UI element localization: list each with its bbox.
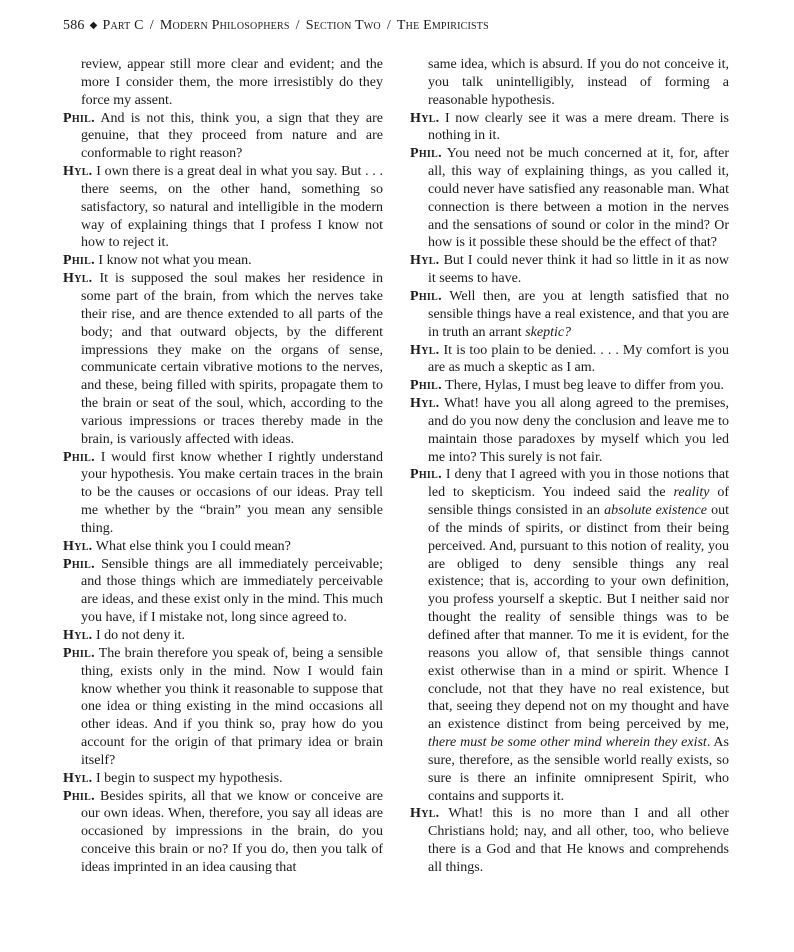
speech-text: out of the minds of spirits, or distinct from their being perceived. And, pursuant to this notion of reality, you are obliged to deny sensible things any real existence; that is, according to your own definition, you profess yourself a skeptic. But I neither said nor thought the reality of sensible things was to be defined after that manner. To me it is evident, for the reasons you allow of, that sensible things cannot exist otherwise than in a mind or spirit. Whence I conclude, not that they have no real existence, but that, seeing they depend not on my thought and have an existence distinct from being perceived by me, [428,503,729,733]
speaker-label: Hyl. [63,271,93,287]
speech-paragraph [63,538,383,556]
page-number: 586 [63,18,85,33]
speech-text: What! this is no more than I and all other Christians hold; nay, and all other, too, who believe there is a God and that He knows and comprehends all things. [428,806,729,875]
running-header [63,18,489,34]
speech-paragraph [63,270,383,448]
emphasis-text: skeptic? [525,324,572,340]
header-chapter: The Empiricists [396,18,489,33]
speech-text: Sensible things are all immediately perceivable; and those things which are immediately perceivable are ideas, and these exist only in the mind. This much you have, if I mistake not, long since agreed to. [81,556,384,626]
speech-text: . As sure, therefore, as the sensible world really exists, so sure is there an infinite omnipresent Spirit, who contains and supports it. [428,735,729,804]
speech-paragraph [63,163,383,252]
speech-paragraph [410,145,729,252]
speaker-label: Phil. [63,556,95,572]
speech-paragraph [410,342,729,378]
speech-paragraph [63,252,383,270]
speech-paragraph [410,395,729,466]
speech-text: What else think you I could mean? [95,538,291,554]
speech-text: And is not this, think you, a sign that they are genuine, that they proceed from nature and are conformable to right reason? [81,110,383,162]
speech-text: I do not deny it. [95,628,186,643]
separator: / [386,18,391,33]
speech-paragraph [63,556,383,627]
speech-paragraph [410,805,729,876]
speech-text: I would first know whether I rightly understand your hypothesis. You make certain traces in the brain to be the causes or occasions of our ideas. Pray tell me whether by the “brain” you mean any sensible thing. [81,449,383,536]
speech-text: I now clearly see it was a mere dream. There is nothing in it. [428,110,729,144]
speech-paragraph [63,627,383,645]
speaker-label: Hyl. [410,110,440,126]
emphasis-text: absolute existence [604,503,707,519]
left-column [63,56,383,877]
speech-text: review, appear still more clear and evident; and the more I consider them, the more irresistibly do they force my assent. [81,57,383,108]
speaker-label: Phil. [410,288,442,304]
speech-paragraph [63,770,383,788]
speaker-label: Phil. [410,467,442,483]
header-book: Modern Philosophers [159,18,290,33]
speech-paragraph [410,466,729,805]
speech-paragraph [63,788,383,877]
speech-text: I know not what you mean. [98,253,252,269]
speech-paragraph [63,110,383,164]
emphasis-text: there must be some other mind wherein they exist [428,735,707,751]
header-section: Section Two [305,18,381,33]
speech-text: What! have you all along agreed to the premises, and do you now deny the conclusion and leave me to maintain those paradoxes by myself which you led me into? This surely is not fair. [428,396,729,465]
speech-paragraph [63,449,383,538]
speaker-label: Phil. [63,645,95,661]
speaker-label: Hyl. [410,396,440,412]
separator: / [149,18,154,33]
speech-text: But I could never think it had so little in it as now it seems to have. [428,253,729,287]
speech-text: I own there is a great deal in what you say. But . . . there seems, on the other hand, something so satisfactory, so natural and intelligible in the modern way of explaining things that I profess I know not how to reject it. [81,164,384,251]
speech-text: There, Hylas, I must beg leave to differ from you. [445,378,725,394]
diamond-icon: ◆ [89,20,98,31]
speaker-label: Hyl. [63,770,93,786]
speaker-label: Phil. [63,253,95,269]
speech-text: of sensible things consisted in an [428,485,729,519]
speaker-label: Phil. [63,110,95,126]
speaker-label: Hyl. [63,628,93,643]
speech-paragraph [410,288,729,342]
speech-text: You need not be much concerned at it, for, after all, this way of explaining things, as you called it, could never have satisfied any reasonable man. What connection is there between a motion in the nerves and the sensations of sound or color in the mind? Or how is it possible these should be the effect of that? [428,146,729,251]
speech-text: It is too plain to be denied. . . . My comfort is you are as much a skeptic as I am. [428,342,729,376]
speech-paragraph [410,252,729,288]
speech-paragraph [410,56,729,110]
speaker-label: Phil. [63,788,95,804]
speech-text: It is supposed the soul makes her residence in some part of the brain, from which the nerves take their rise, and are thence extended to all parts of the body; and that outward objects, by the different impressions they make on the organs of sense, communicate certain vibrative motions to the nerves, and these, being filled with spirits, propagate them to the brain or seat of the soul, which, according to the various impressions or traces thereby made in the brain, is variously affected with ideas. [81,271,384,447]
speaker-label: Phil. [410,378,442,394]
speech-paragraph [63,645,383,770]
speaker-label: Hyl. [410,342,440,358]
speaker-label: Hyl. [63,164,93,180]
speech-text: Well then, are you at length satisfied that no sensible things have a real existence, and that you are in truth an arrant [428,288,730,340]
speaker-label: Phil. [410,146,442,162]
speech-paragraph [63,56,383,110]
speech-text: I deny that I agreed with you in those notions that led to skepticism. You indeed said the [428,467,730,501]
speaker-label: Hyl. [410,806,440,822]
speech-text: I begin to suspect my hypothesis. [95,770,283,786]
speech-text: The brain therefore you speak of, being a sensible thing, exists only in the mind. Now I would fain know whether you think it reasonable to suppose that one idea or thing existing in the mind occasions all other ideas. And if you think so, pray how do you account for the origin of that primary idea or brain itself? [81,645,383,768]
separator: / [295,18,300,33]
speech-text: same idea, which is absurd. If you do not conceive it, you talk unintelligibly, instead of forming a reasonable hypothesis. [428,57,729,108]
right-column [410,56,729,877]
emphasis-text: reality [673,485,710,501]
speech-text: Besides spirits, all that we know or conceive are our own ideas. When, therefore, you say all ideas are occasioned by impressions in the brain, do you conceive this brain or no? If you do, then you talk of ideas imprinted in an idea causing that [81,788,384,875]
speaker-label: Hyl. [63,538,93,554]
speech-paragraph [410,110,729,146]
speech-paragraph [410,377,729,395]
header-part: Part C [102,18,144,33]
speaker-label: Hyl. [410,253,440,269]
speaker-label: Phil. [63,449,95,465]
